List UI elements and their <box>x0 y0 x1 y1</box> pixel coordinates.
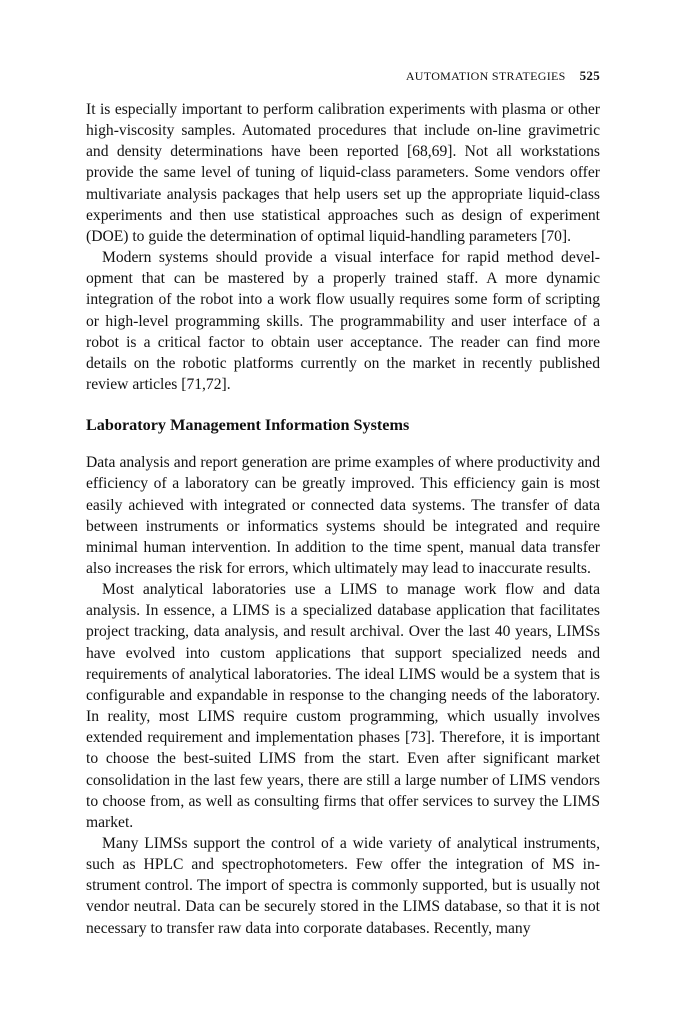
paragraph-data-analysis: Data analysis and report generation are prime examples of where productivity and efficiency of a laboratory can be greatly improved. This efficiency gain is most easily achieved with integrated or connected data systems. The transfer of data between instruments or informatics systems should be integrated and require minimal human intervention. In addition to the time spent, manual data transfer also increases the risk for errors, which ultimately may lead to inaccurate results. <box>86 454 600 577</box>
paragraph-lims-instruments: Many LIMSs support the control of a wide variety of analytical instruments, such as HPLC and spectrophotometers. Few offer the integration of MS instrument control. The import of spectra is commonly supported, but is usually not vendor neutral. Data can be securely stored in the LIMS database, so that it is not necessary to transfer raw data into corporate databases. Recently, many <box>86 835 600 937</box>
paragraph-lims-usage: Most analytical laboratories use a LIMS to manage work flow and data analysis. In essence, a LIMS is a specialized database application that facilitates project tracking, data analysis, and result archival. Over the last 40 years, LIMSs have evolved into custom applications that support specialized needs and requirements of analytical laboratories. The ideal LIMS would be a system that is configurable and expandable in response to the changing needs of the laboratory. In reality, most LIMS require custom programming, which usually involves extended requirement and implementation phases [73]. Therefore, it is important to choose the best-suited LIMS from the start. Even after significant market consolidation in the last few years, there are still a large number of LIMS vendors to choose from, as well as consulting firms that offer services to survey the LIMS market. <box>86 581 600 831</box>
book-page <box>86 0 600 1024</box>
body-text <box>86 99 600 939</box>
section-heading: Laboratory Management Information Systems <box>86 416 410 435</box>
paragraph-visual-interface: Modern systems should provide a visual interface for rapid method development that can be mastered by a properly trained staff. A more dynamic integration of the robot into a work flow usually requires some form of scripting or high-level programming skills. The programmability and user interface of a robot is a critical factor to obtain user acceptance. The reader can find more details on the robotic platforms currently on the market in recently published review articles [71,72]. <box>86 249 600 394</box>
running-title: AUTOMATION STRATEGIES <box>405 69 566 83</box>
running-header <box>406 68 600 84</box>
paragraph-calibration: It is especially important to perform calibration experiments with plasma or other high-viscosity samples. Automated procedures that include on-line gravimetric and density determinations have been reported [68,69]. Not all workstations provide the same level of tuning of liquid-class parameters. Some vendors offer multivariate analysis packages that help users set up the appropriate liquid-class experiments and then use statistical approaches such as design of experiment (DOE) to guide the determination of optimal liquid-handling parameters [70]. <box>86 101 600 245</box>
page-number: 525 <box>579 68 600 83</box>
